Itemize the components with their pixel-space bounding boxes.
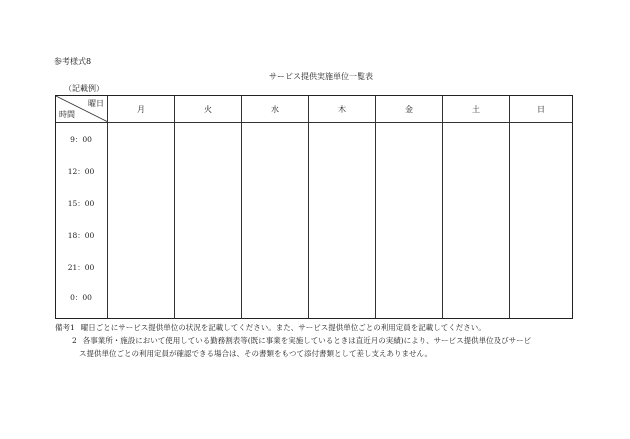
time-label: 0：00 bbox=[70, 293, 92, 302]
note-2-continuation: ス提供単位ごとの利用定員が確認できる場合は、その書類をもつて添付書類として差し支えありません。 bbox=[79, 349, 432, 358]
time-label: 15：00 bbox=[67, 199, 95, 208]
note-1-prefix: 備考1 bbox=[55, 323, 75, 332]
day-header-thu: 木 bbox=[338, 105, 346, 114]
column-divider bbox=[375, 96, 376, 318]
time-label: 21：00 bbox=[67, 263, 95, 272]
example-label: （記載例） bbox=[64, 84, 104, 93]
note-2-text-line1: 各事業所・施設において使用している勤務割表等(既に事業を実施しているときは直近月の実績)により、サービス提供単位及びサービ bbox=[82, 336, 532, 345]
corner-cell bbox=[56, 96, 108, 122]
column-divider bbox=[308, 96, 309, 318]
time-label: 18：00 bbox=[67, 231, 95, 240]
schedule-table bbox=[55, 95, 573, 319]
note-2-prefix: 2 bbox=[72, 336, 77, 345]
corner-day-label: 曜日 bbox=[88, 99, 104, 108]
note-1-text: 曜日ごとにサービス提供単位の状況を記載してください。また、サービス提供単位ごとの利用定員を記載してください。 bbox=[80, 323, 486, 332]
day-header-tue: 火 bbox=[204, 105, 212, 114]
column-divider bbox=[509, 96, 510, 318]
time-label: 9：00 bbox=[70, 135, 92, 144]
column-divider bbox=[174, 96, 175, 318]
column-divider bbox=[107, 96, 108, 318]
time-label: 12：00 bbox=[67, 167, 95, 176]
day-header-wed: 水 bbox=[271, 105, 279, 114]
column-divider bbox=[442, 96, 443, 318]
day-header-fri: 金 bbox=[405, 105, 413, 114]
note-2 bbox=[72, 334, 531, 347]
day-header-sun: 日 bbox=[537, 105, 545, 114]
form-id: 参考様式8 bbox=[54, 57, 92, 66]
day-header-sat: 土 bbox=[472, 105, 480, 114]
document-title: サービス提供実施単位一覧表 bbox=[269, 72, 373, 81]
day-header-mon: 月 bbox=[137, 105, 145, 114]
note-1 bbox=[55, 321, 486, 334]
corner-time-label: 時間 bbox=[59, 110, 75, 119]
column-divider bbox=[241, 96, 242, 318]
